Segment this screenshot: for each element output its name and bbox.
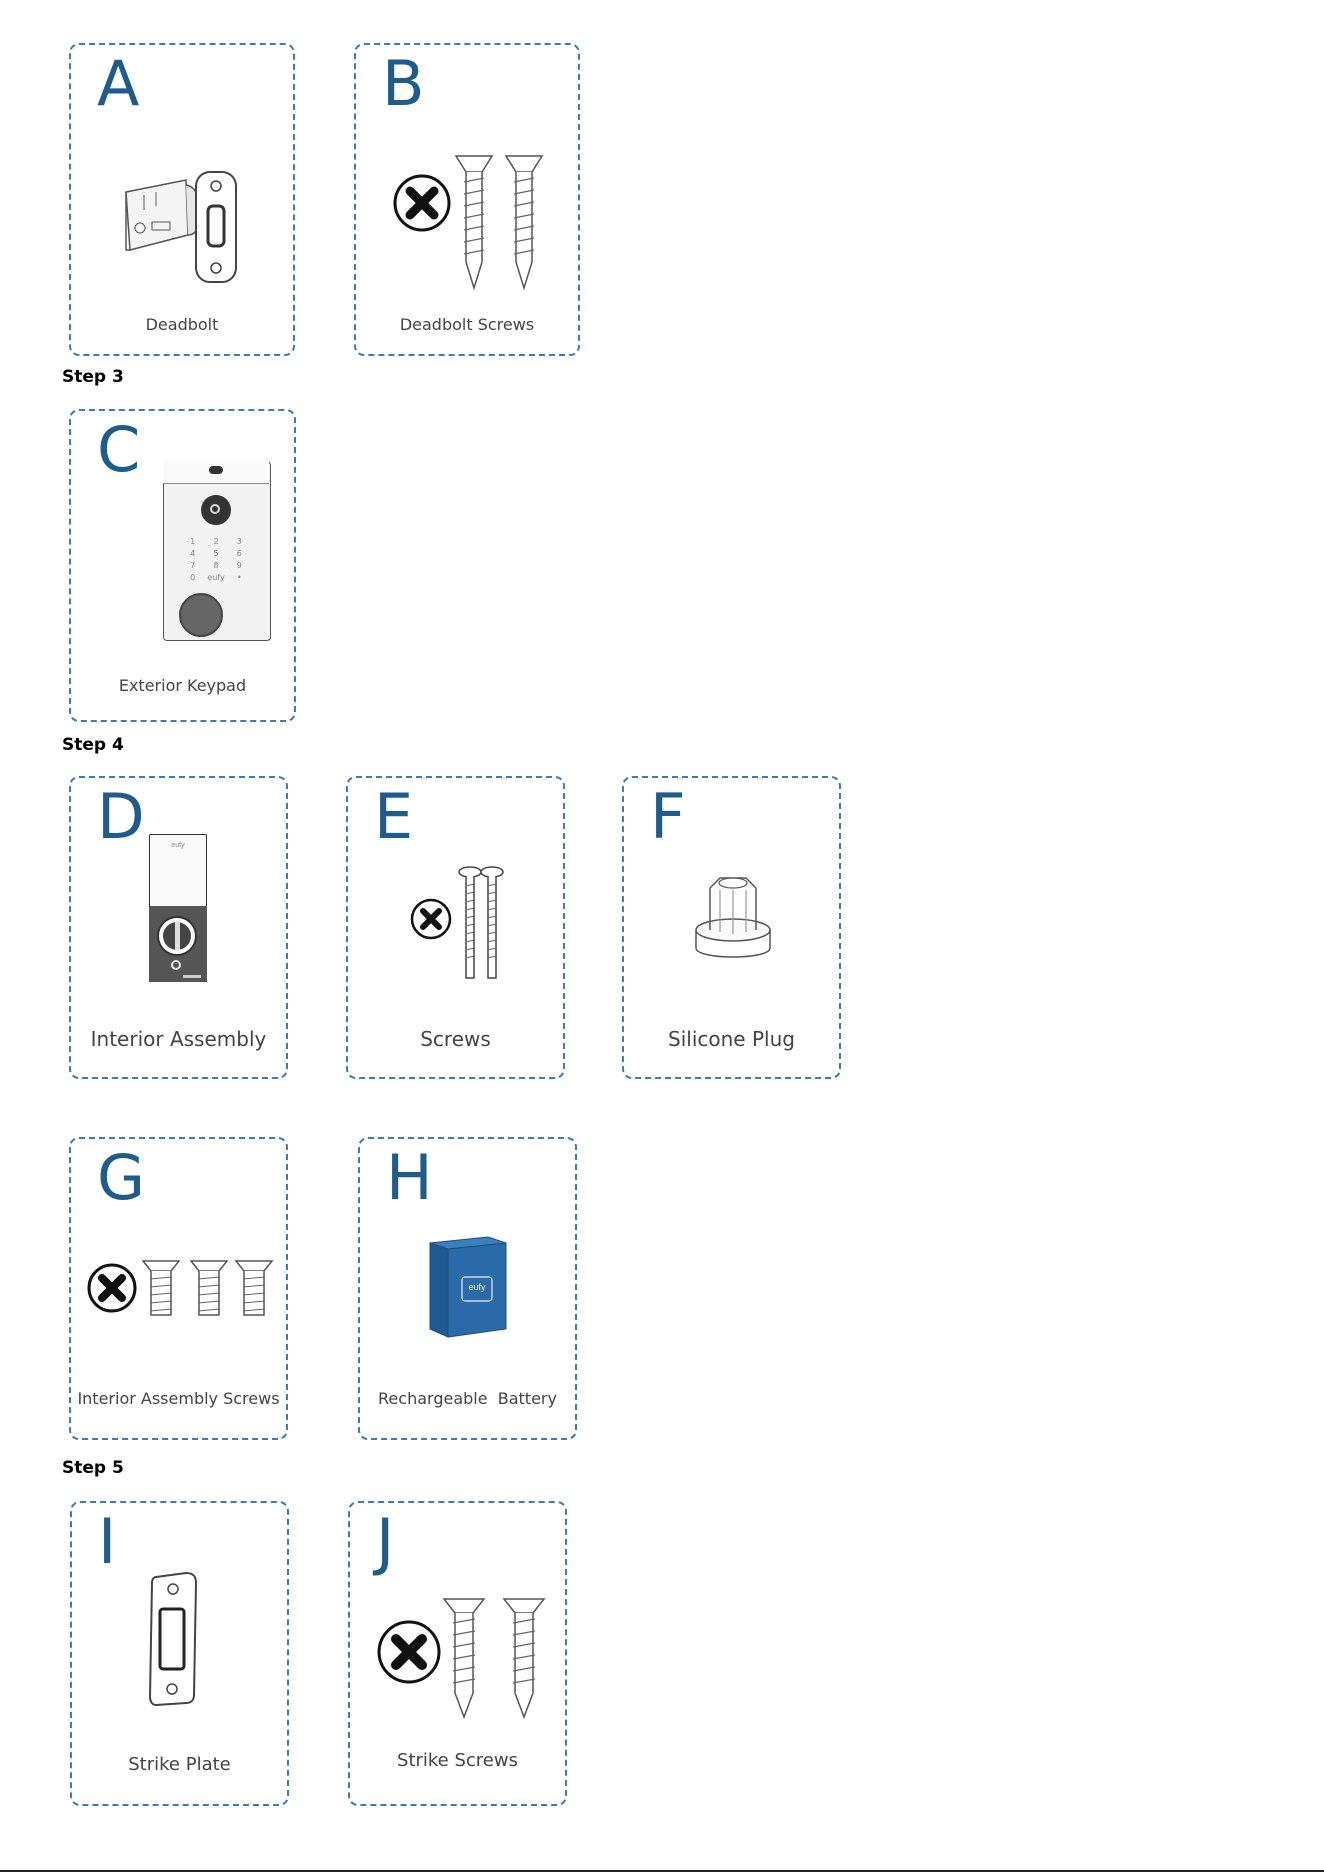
part-caption: Silicone Plug <box>668 1027 795 1051</box>
part-letter: G <box>97 1141 146 1214</box>
flat-head-screw-icon <box>234 1257 274 1319</box>
part-card-a <box>69 43 295 356</box>
keypad-key: 1 <box>190 537 196 546</box>
keypad-key: 3 <box>236 537 242 546</box>
keypad-key: 7 <box>190 561 196 570</box>
part-card-i <box>70 1501 289 1806</box>
wood-screw-icon <box>452 150 496 295</box>
part-card-d <box>69 776 288 1079</box>
flat-head-screw-icon <box>141 1257 181 1319</box>
silicone-plug-illustration <box>690 868 776 968</box>
exterior-keypad-illustration <box>163 461 271 641</box>
battery-brand: eufy <box>468 1282 486 1292</box>
part-caption: Exterior Keypad <box>118 676 247 695</box>
lock-dot-icon: • <box>236 573 242 582</box>
keypad-key: 5 <box>213 549 219 558</box>
phillips-screwdriver-icon <box>410 898 452 940</box>
deadbolt-illustration <box>116 140 256 310</box>
part-card-e <box>346 776 565 1079</box>
keypad-brand: eufy <box>207 573 225 582</box>
part-card-f <box>622 776 841 1079</box>
wood-screw-icon <box>440 1593 488 1723</box>
keypad-key: 6 <box>236 549 242 558</box>
machine-screw-icon <box>478 866 506 986</box>
interior-brand: eufy <box>171 842 185 849</box>
wood-screw-icon <box>500 1593 548 1723</box>
step-heading: Step 5 <box>62 1458 124 1478</box>
part-card-g <box>69 1137 288 1440</box>
part-card-b <box>354 43 580 356</box>
part-caption: Deadbolt <box>145 315 219 334</box>
keypad-key: 2 <box>213 537 219 546</box>
keypad-key: 9 <box>236 561 242 570</box>
part-letter: E <box>374 780 414 853</box>
phillips-screwdriver-icon <box>376 1619 442 1685</box>
part-letter: D <box>97 780 145 853</box>
part-caption: Strike Screws <box>397 1750 518 1771</box>
phillips-screwdriver-icon <box>392 173 452 233</box>
step-heading: Step 4 <box>62 735 124 755</box>
part-letter: C <box>97 413 141 486</box>
strike-plate-illustration <box>146 1569 202 1709</box>
wood-screw-icon <box>502 150 546 295</box>
part-caption: Screws <box>420 1027 491 1051</box>
part-card-c <box>69 409 296 722</box>
part-letter: A <box>97 47 140 120</box>
keypad-keys <box>181 537 251 582</box>
part-letter: H <box>386 1141 433 1214</box>
keypad-key: 0 <box>190 573 196 582</box>
phillips-screwdriver-icon <box>87 1263 137 1313</box>
part-caption: Deadbolt Screws <box>399 315 535 334</box>
part-letter: J <box>376 1505 395 1578</box>
part-caption: Strike Plate <box>128 1754 231 1775</box>
step-heading: Step 3 <box>62 367 124 387</box>
part-card-h <box>358 1137 577 1440</box>
part-letter: B <box>382 47 425 120</box>
part-caption: Interior Assembly Screws <box>77 1389 280 1408</box>
keypad-key: 4 <box>190 549 196 558</box>
part-letter: I <box>98 1505 117 1578</box>
keypad-key: 8 <box>213 561 219 570</box>
interior-assembly-illustration <box>149 834 207 982</box>
part-letter: F <box>650 780 686 853</box>
part-card-j <box>348 1501 567 1806</box>
part-caption: Rechargeable Battery <box>378 1389 557 1408</box>
part-caption: Interior Assembly <box>90 1027 267 1051</box>
flat-head-screw-icon <box>189 1257 229 1319</box>
